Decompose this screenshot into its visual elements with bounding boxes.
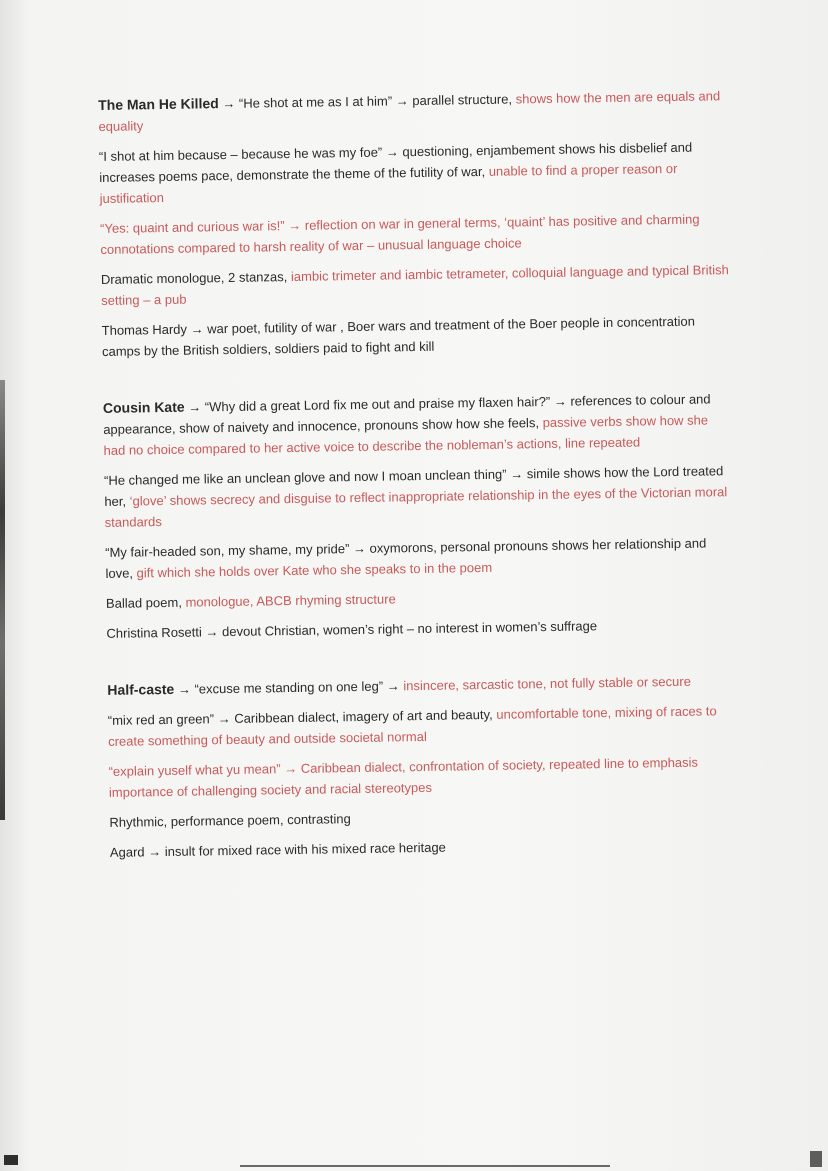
note-text: Ballad poem, xyxy=(105,594,182,611)
note-paragraph xyxy=(104,460,735,533)
note-paragraph xyxy=(103,388,734,461)
note-text: Thomas Hardy → war poet, futility of war , Boer wars and treatment of the Boer people in concentration camps by the British soldiers, soldiers paid to fight and kill xyxy=(101,313,695,359)
binding-shadow xyxy=(0,380,5,820)
scan-corner-mark xyxy=(4,1155,18,1165)
highlighted-analysis: unable to find a proper reason or justification xyxy=(99,160,678,206)
poem-title: Cousin Kate xyxy=(102,398,185,416)
scan-edge-line xyxy=(240,1165,610,1167)
note-text: → “He shot at me as I at him” → parallel structure, xyxy=(222,91,513,112)
note-paragraph xyxy=(106,583,736,614)
note-paragraph xyxy=(98,85,729,137)
scan-corner-mark xyxy=(810,1151,822,1167)
highlighted-analysis: insincere, sarcastic tone, not fully stable or secure xyxy=(403,673,692,694)
note-paragraph xyxy=(108,700,739,752)
note-text: Dramatic monologue, 2 stanzas, xyxy=(100,269,288,287)
note-paragraph xyxy=(99,136,730,209)
note-paragraph xyxy=(110,832,740,863)
poem-section xyxy=(107,670,740,863)
poem-section xyxy=(98,85,732,362)
note-text: “My fair-headed son, my shame, my pride” → oxymorons, personal pronouns shows her relationship and love, xyxy=(105,535,707,581)
highlighted-analysis: ‘glove’ shows secrecy and disguise to reflect inappropriate relationship in the eyes of the Victorian moral standards xyxy=(104,484,728,530)
highlighted-analysis: shows how the men are equals and equality xyxy=(98,88,721,134)
note-paragraph xyxy=(101,259,732,311)
note-text: → “excuse me standing on one leg” → xyxy=(177,678,400,697)
highlighted-analysis: uncomfortable tone, mixing of races to create something of beauty and outside societal normal xyxy=(108,703,717,749)
highlighted-analysis: “Yes: quaint and curious war is!” → reflection on war in general terms, ‘quaint’ has positive and charming connotations compared to harsh reality of war – unusual language choice xyxy=(99,211,700,257)
highlighted-analysis: iambic trimeter and iambic tetrameter, colloquial language and typical British setting – a pub xyxy=(101,262,729,308)
note-paragraph xyxy=(102,310,733,362)
poem-section xyxy=(103,388,737,644)
notes-content xyxy=(98,85,741,899)
note-paragraph xyxy=(109,802,739,833)
highlighted-analysis: gift which she holds over Kate who she speaks to in the poem xyxy=(136,559,493,581)
note-paragraph xyxy=(105,532,736,584)
highlighted-analysis: monologue, ABCB rhyming structure xyxy=(185,591,396,610)
note-paragraph xyxy=(106,613,736,644)
note-text: “mix red an green” → Caribbean dialect, imagery of art and beauty, xyxy=(107,706,493,728)
note-text: Christina Rosetti → devout Christian, women’s right – no interest in women’s suffrage xyxy=(106,618,598,641)
highlighted-analysis: passive verbs show how she had no choice compared to her active voice to describe the nobleman’s actions, line repeated xyxy=(103,412,709,458)
poem-title: Half-caste xyxy=(107,680,175,698)
poem-title: The Man He Killed xyxy=(98,95,219,113)
note-paragraph xyxy=(100,208,731,260)
note-text: “He changed me like an unclean glove and now I moan unclean thing” → simile shows how the Lord treated her, xyxy=(103,463,724,509)
note-text: Rhythmic, performance poem, contrasting xyxy=(109,811,351,830)
note-paragraph xyxy=(108,751,739,803)
highlighted-analysis: “explain yuself what yu mean” → Caribbean dialect, confrontation of society, repeated line to emphasis importance of challenging society and racial stereotypes xyxy=(108,754,699,800)
note-text: → “Why did a great Lord fix me out and praise my flaxen hair?” → references to colour and appearance, show of naivety and innocence, pronouns show how she feels, xyxy=(103,391,711,437)
note-text: Agard → insult for mixed race with his mixed race heritage xyxy=(109,839,446,860)
note-paragraph xyxy=(107,670,737,701)
note-text: “I shot at him because – because he was my foe” → questioning, enjambement shows his disbelief and increases poems pace, demonstrate the theme of the futility of war, xyxy=(98,139,693,185)
